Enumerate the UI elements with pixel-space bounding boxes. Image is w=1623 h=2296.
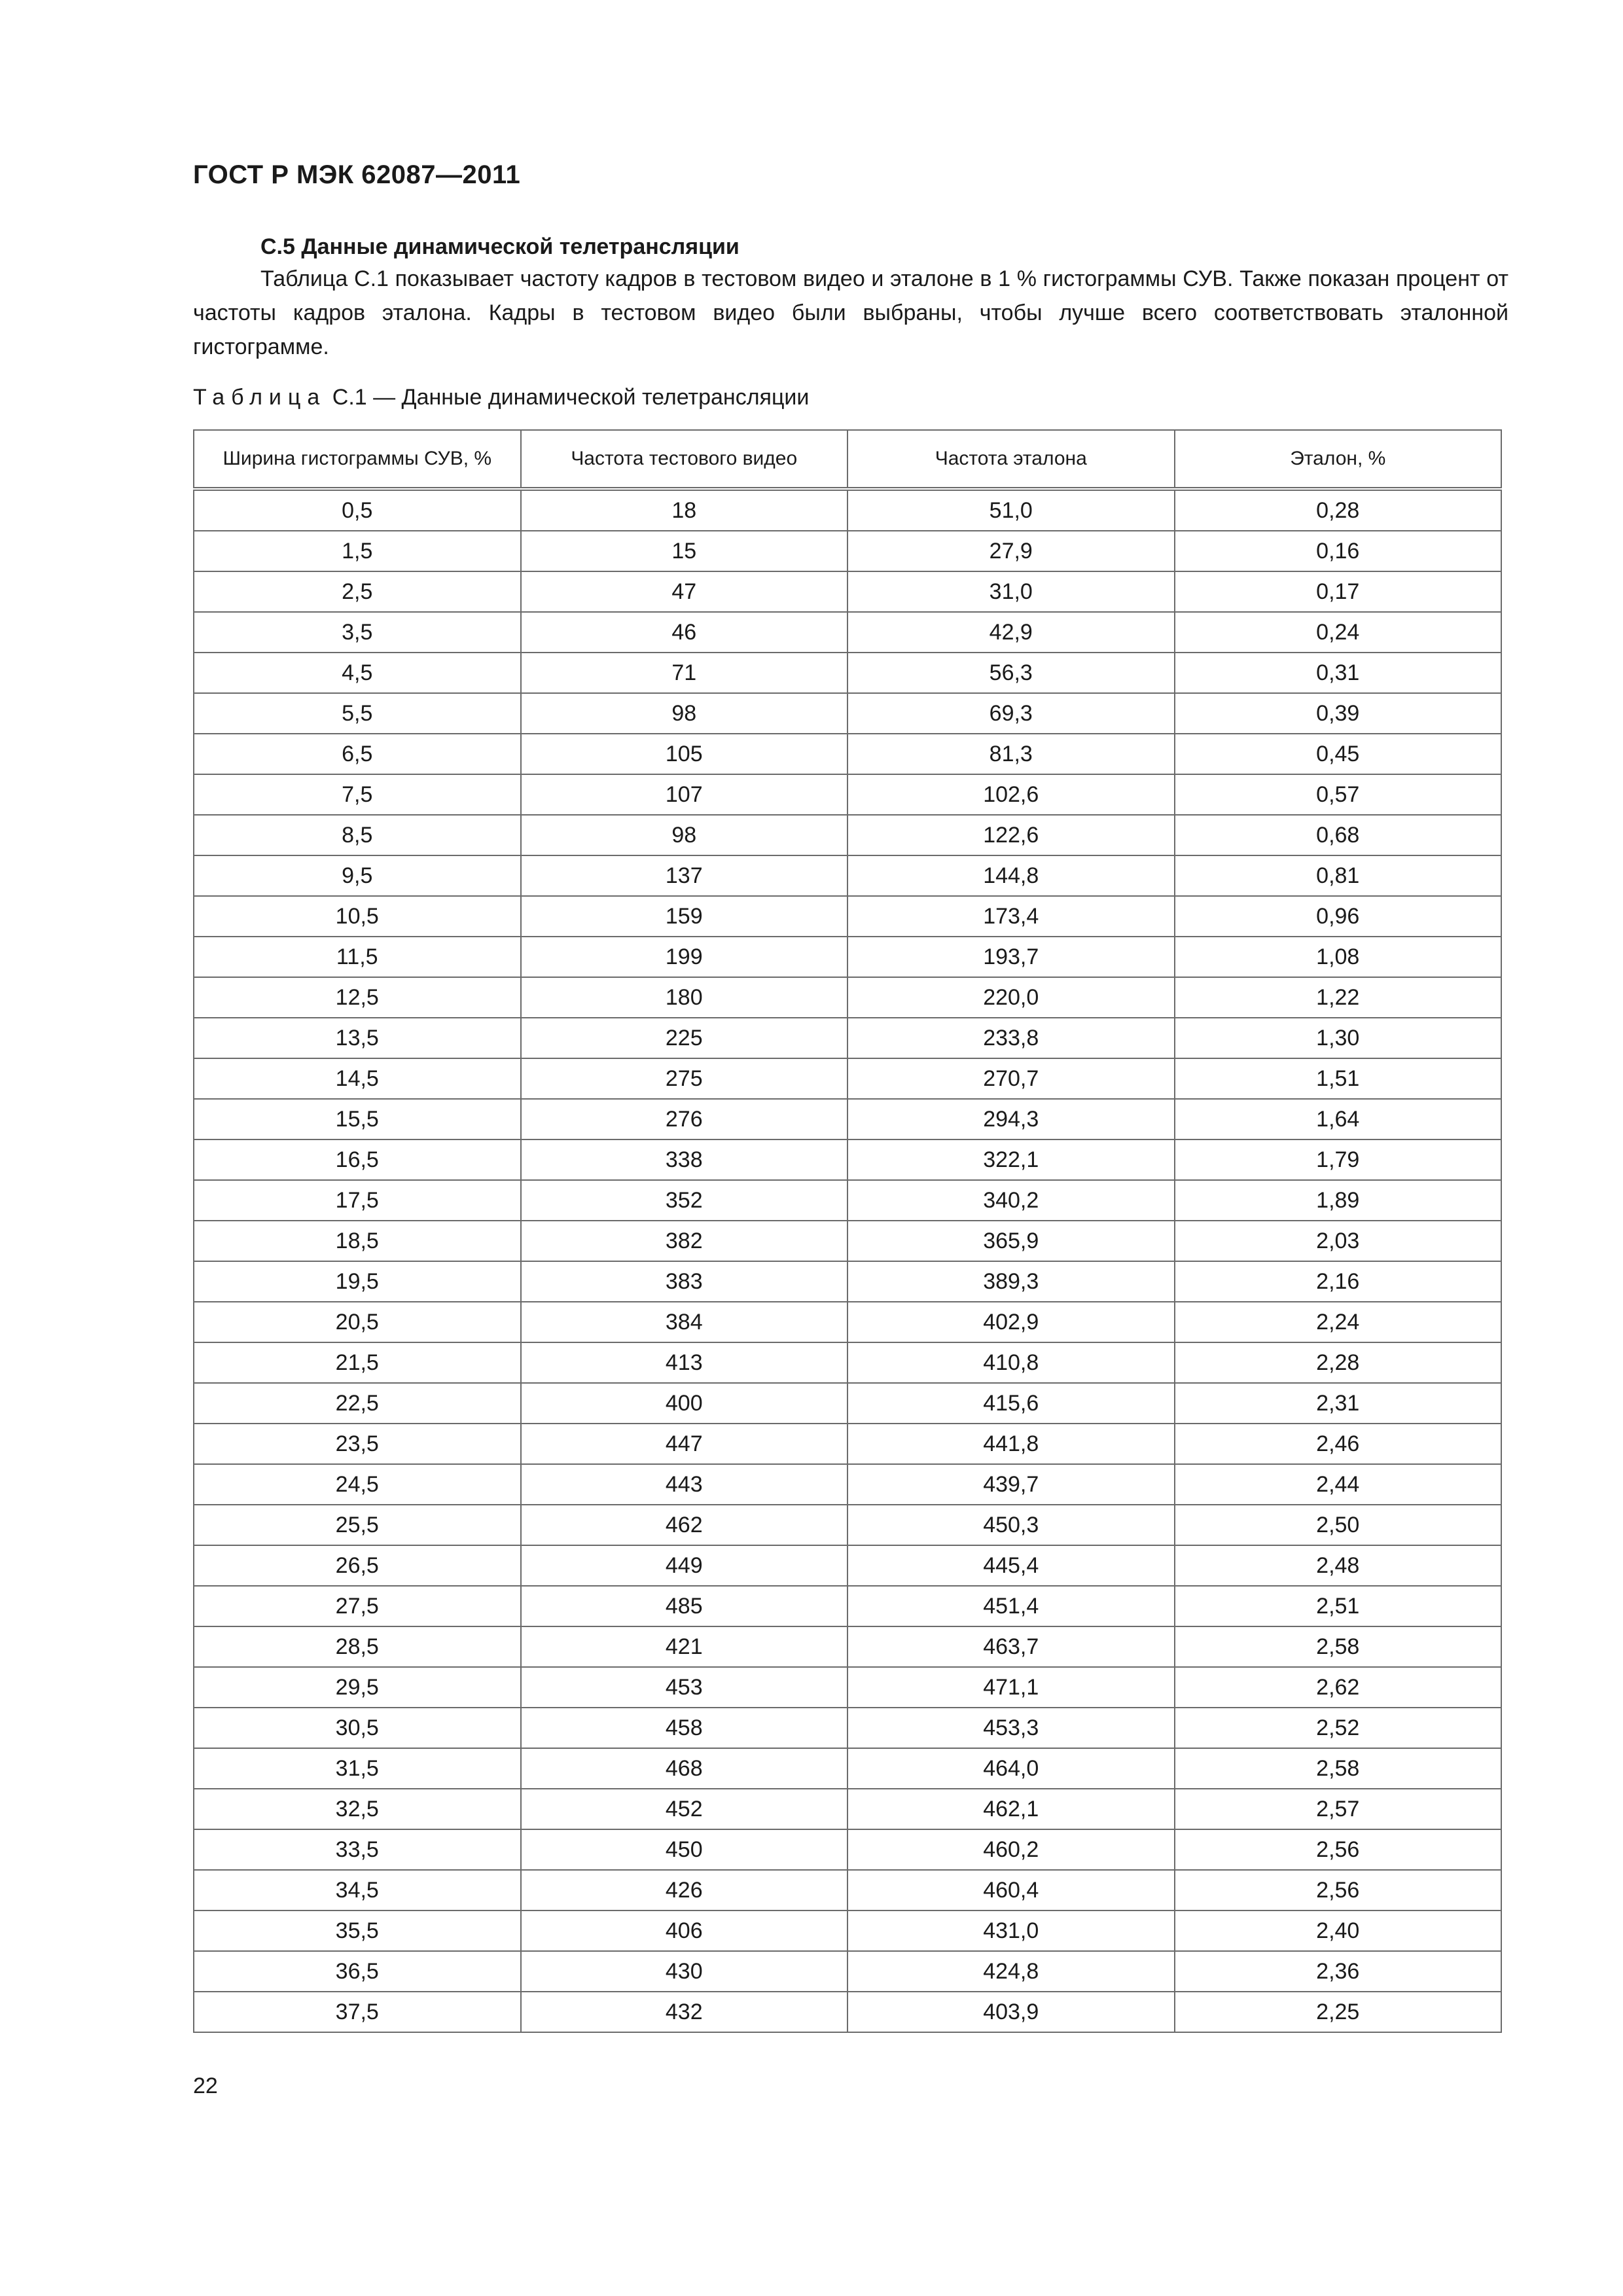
- cell-histogram-width: 4,5: [194, 653, 521, 693]
- cell-histogram-width: 9,5: [194, 855, 521, 896]
- cell-test-video-frequency: 430: [521, 1951, 848, 1992]
- cell-histogram-width: 1,5: [194, 531, 521, 571]
- cell-test-video-frequency: 352: [521, 1180, 848, 1221]
- cell-reference-frequency: 144,8: [847, 855, 1175, 896]
- table-row: [194, 571, 1501, 612]
- cell-test-video-frequency: 383: [521, 1261, 848, 1302]
- table-row: [194, 1018, 1501, 1058]
- table-row: [194, 693, 1501, 734]
- table-row: [194, 896, 1501, 937]
- cell-test-video-frequency: 199: [521, 937, 848, 977]
- cell-histogram-width: 16,5: [194, 1139, 521, 1180]
- cell-reference-percent: 0,45: [1175, 734, 1502, 774]
- cell-test-video-frequency: 225: [521, 1018, 848, 1058]
- table-row: [194, 653, 1501, 693]
- cell-reference-percent: 2,03: [1175, 1221, 1502, 1261]
- table-row: [194, 1829, 1501, 1870]
- table-row: [194, 531, 1501, 571]
- cell-test-video-frequency: 15: [521, 531, 848, 571]
- table-row: [194, 1505, 1501, 1545]
- cell-reference-frequency: 389,3: [847, 1261, 1175, 1302]
- cell-reference-percent: 2,62: [1175, 1667, 1502, 1708]
- cell-histogram-width: 18,5: [194, 1221, 521, 1261]
- cell-reference-percent: 2,58: [1175, 1748, 1502, 1789]
- cell-reference-percent: 0,16: [1175, 531, 1502, 571]
- cell-test-video-frequency: 443: [521, 1464, 848, 1505]
- cell-reference-percent: 0,57: [1175, 774, 1502, 815]
- cell-histogram-width: 11,5: [194, 937, 521, 977]
- cell-reference-frequency: 450,3: [847, 1505, 1175, 1545]
- cell-test-video-frequency: 426: [521, 1870, 848, 1910]
- cell-histogram-width: 14,5: [194, 1058, 521, 1099]
- cell-reference-percent: 1,64: [1175, 1099, 1502, 1139]
- table-row: [194, 1748, 1501, 1789]
- table-row: [194, 774, 1501, 815]
- cell-test-video-frequency: 468: [521, 1748, 848, 1789]
- table-row: [194, 1667, 1501, 1708]
- cell-test-video-frequency: 338: [521, 1139, 848, 1180]
- cell-reference-frequency: 365,9: [847, 1221, 1175, 1261]
- table-row: [194, 815, 1501, 855]
- cell-histogram-width: 22,5: [194, 1383, 521, 1424]
- column-header-reference-frequency: Частота эталона: [847, 430, 1175, 489]
- cell-histogram-width: 24,5: [194, 1464, 521, 1505]
- cell-reference-percent: 2,46: [1175, 1424, 1502, 1464]
- cell-reference-frequency: 431,0: [847, 1910, 1175, 1951]
- cell-test-video-frequency: 450: [521, 1829, 848, 1870]
- cell-reference-percent: 1,79: [1175, 1139, 1502, 1180]
- cell-reference-frequency: 220,0: [847, 977, 1175, 1018]
- cell-test-video-frequency: 485: [521, 1586, 848, 1626]
- cell-reference-frequency: 69,3: [847, 693, 1175, 734]
- cell-reference-frequency: 81,3: [847, 734, 1175, 774]
- cell-reference-percent: 0,28: [1175, 489, 1502, 531]
- cell-reference-percent: 2,24: [1175, 1302, 1502, 1342]
- table-row: [194, 1910, 1501, 1951]
- cell-reference-percent: 2,31: [1175, 1383, 1502, 1424]
- cell-reference-frequency: 42,9: [847, 612, 1175, 653]
- cell-test-video-frequency: 449: [521, 1545, 848, 1586]
- table-row: [194, 1545, 1501, 1586]
- cell-reference-frequency: 439,7: [847, 1464, 1175, 1505]
- cell-histogram-width: 35,5: [194, 1910, 521, 1951]
- table-row: [194, 855, 1501, 896]
- cell-histogram-width: 21,5: [194, 1342, 521, 1383]
- cell-test-video-frequency: 46: [521, 612, 848, 653]
- cell-reference-frequency: 460,4: [847, 1870, 1175, 1910]
- cell-reference-frequency: 441,8: [847, 1424, 1175, 1464]
- page-number: 22: [193, 2073, 218, 2098]
- cell-test-video-frequency: 432: [521, 1992, 848, 2032]
- cell-reference-frequency: 410,8: [847, 1342, 1175, 1383]
- cell-histogram-width: 23,5: [194, 1424, 521, 1464]
- table-row: [194, 1424, 1501, 1464]
- cell-reference-percent: 0,24: [1175, 612, 1502, 653]
- cell-test-video-frequency: 400: [521, 1383, 848, 1424]
- cell-reference-percent: 2,16: [1175, 1261, 1502, 1302]
- table-row: [194, 1626, 1501, 1667]
- cell-reference-percent: 2,25: [1175, 1992, 1502, 2032]
- cell-reference-percent: 2,52: [1175, 1708, 1502, 1748]
- cell-reference-percent: 2,44: [1175, 1464, 1502, 1505]
- body-paragraph: Таблица С.1 показывает частоту кадров в тестовом видео и эталоне в 1 % гистограммы СУВ. Также показан процент от частоты кадров эталона. Кадры в тестовом видео были выбраны, чтобы лучше всего соответствовать эталонной гистограмме.: [193, 266, 1508, 359]
- cell-test-video-frequency: 71: [521, 653, 848, 693]
- cell-test-video-frequency: 105: [521, 734, 848, 774]
- cell-test-video-frequency: 413: [521, 1342, 848, 1383]
- cell-reference-frequency: 424,8: [847, 1951, 1175, 1992]
- cell-reference-percent: 2,57: [1175, 1789, 1502, 1829]
- cell-reference-percent: 1,22: [1175, 977, 1502, 1018]
- cell-histogram-width: 13,5: [194, 1018, 521, 1058]
- cell-histogram-width: 27,5: [194, 1586, 521, 1626]
- cell-reference-percent: 0,68: [1175, 815, 1502, 855]
- cell-histogram-width: 36,5: [194, 1951, 521, 1992]
- cell-histogram-width: 28,5: [194, 1626, 521, 1667]
- cell-reference-frequency: 56,3: [847, 653, 1175, 693]
- cell-histogram-width: 17,5: [194, 1180, 521, 1221]
- cell-test-video-frequency: 452: [521, 1789, 848, 1829]
- cell-test-video-frequency: 275: [521, 1058, 848, 1099]
- cell-reference-frequency: 270,7: [847, 1058, 1175, 1099]
- cell-reference-frequency: 340,2: [847, 1180, 1175, 1221]
- cell-histogram-width: 6,5: [194, 734, 521, 774]
- cell-reference-frequency: 451,4: [847, 1586, 1175, 1626]
- cell-histogram-width: 31,5: [194, 1748, 521, 1789]
- cell-test-video-frequency: 406: [521, 1910, 848, 1951]
- cell-reference-frequency: 464,0: [847, 1748, 1175, 1789]
- cell-reference-percent: 2,28: [1175, 1342, 1502, 1383]
- cell-test-video-frequency: 47: [521, 571, 848, 612]
- table-caption: [193, 385, 809, 410]
- cell-test-video-frequency: 384: [521, 1302, 848, 1342]
- cell-histogram-width: 5,5: [194, 693, 521, 734]
- cell-histogram-width: 34,5: [194, 1870, 521, 1910]
- cell-histogram-width: 10,5: [194, 896, 521, 937]
- table-row: [194, 1099, 1501, 1139]
- section-heading: С.5 Данные динамической телетрансляции: [260, 234, 740, 259]
- cell-reference-frequency: 27,9: [847, 531, 1175, 571]
- column-header-histogram-width: Ширина гистограммы СУВ, %: [194, 430, 521, 489]
- column-header-reference-percent: Эталон, %: [1175, 430, 1502, 489]
- cell-histogram-width: 33,5: [194, 1829, 521, 1870]
- cell-histogram-width: 8,5: [194, 815, 521, 855]
- table-row: [194, 1302, 1501, 1342]
- cell-reference-frequency: 415,6: [847, 1383, 1175, 1424]
- cell-test-video-frequency: 276: [521, 1099, 848, 1139]
- table-row: [194, 1221, 1501, 1261]
- cell-reference-percent: 1,51: [1175, 1058, 1502, 1099]
- cell-reference-frequency: 402,9: [847, 1302, 1175, 1342]
- table-row: [194, 1789, 1501, 1829]
- table-body: [194, 489, 1501, 2032]
- cell-histogram-width: 20,5: [194, 1302, 521, 1342]
- cell-reference-frequency: 294,3: [847, 1099, 1175, 1139]
- cell-reference-frequency: 102,6: [847, 774, 1175, 815]
- cell-reference-frequency: 460,2: [847, 1829, 1175, 1870]
- cell-reference-frequency: 462,1: [847, 1789, 1175, 1829]
- table-row: [194, 734, 1501, 774]
- table-row: [194, 1951, 1501, 1992]
- cell-histogram-width: 12,5: [194, 977, 521, 1018]
- cell-histogram-width: 37,5: [194, 1992, 521, 2032]
- table-caption-title: С.1 — Данные динамической телетрансляции: [326, 385, 810, 410]
- cell-histogram-width: 29,5: [194, 1667, 521, 1708]
- cell-test-video-frequency: 98: [521, 693, 848, 734]
- cell-test-video-frequency: 98: [521, 815, 848, 855]
- cell-reference-frequency: 173,4: [847, 896, 1175, 937]
- cell-reference-frequency: 445,4: [847, 1545, 1175, 1586]
- table-row: [194, 1464, 1501, 1505]
- cell-test-video-frequency: 107: [521, 774, 848, 815]
- column-header-test-video-frequency: Частота тестового видео: [521, 430, 848, 489]
- dynamic-broadcast-data-table: [193, 429, 1502, 2033]
- cell-reference-frequency: 233,8: [847, 1018, 1175, 1058]
- cell-reference-percent: 1,30: [1175, 1018, 1502, 1058]
- cell-histogram-width: 0,5: [194, 489, 521, 531]
- cell-test-video-frequency: 137: [521, 855, 848, 896]
- cell-reference-percent: 2,56: [1175, 1829, 1502, 1870]
- cell-histogram-width: 26,5: [194, 1545, 521, 1586]
- cell-reference-percent: 2,40: [1175, 1910, 1502, 1951]
- cell-reference-frequency: 122,6: [847, 815, 1175, 855]
- table-row: [194, 612, 1501, 653]
- cell-test-video-frequency: 453: [521, 1667, 848, 1708]
- cell-reference-frequency: 471,1: [847, 1667, 1175, 1708]
- table-caption-label: Таблица: [193, 385, 327, 410]
- cell-reference-percent: 1,89: [1175, 1180, 1502, 1221]
- cell-reference-percent: 2,56: [1175, 1870, 1502, 1910]
- cell-reference-percent: 0,17: [1175, 571, 1502, 612]
- table-row: [194, 489, 1501, 531]
- cell-test-video-frequency: 458: [521, 1708, 848, 1748]
- cell-reference-percent: 0,96: [1175, 896, 1502, 937]
- table-header-row: [194, 430, 1501, 489]
- cell-reference-percent: 2,48: [1175, 1545, 1502, 1586]
- table-row: [194, 1992, 1501, 2032]
- table-row: [194, 1261, 1501, 1302]
- cell-reference-percent: 2,51: [1175, 1586, 1502, 1626]
- table-row: [194, 937, 1501, 977]
- cell-reference-percent: 0,31: [1175, 653, 1502, 693]
- cell-reference-percent: 1,08: [1175, 937, 1502, 977]
- cell-histogram-width: 32,5: [194, 1789, 521, 1829]
- document-header: ГОСТ Р МЭК 62087—2011: [193, 160, 521, 189]
- cell-histogram-width: 15,5: [194, 1099, 521, 1139]
- cell-reference-frequency: 322,1: [847, 1139, 1175, 1180]
- cell-test-video-frequency: 159: [521, 896, 848, 937]
- cell-test-video-frequency: 18: [521, 489, 848, 531]
- cell-reference-percent: 2,36: [1175, 1951, 1502, 1992]
- table-row: [194, 1058, 1501, 1099]
- cell-reference-frequency: 403,9: [847, 1992, 1175, 2032]
- cell-histogram-width: 25,5: [194, 1505, 521, 1545]
- cell-histogram-width: 3,5: [194, 612, 521, 653]
- cell-reference-frequency: 51,0: [847, 489, 1175, 531]
- cell-reference-frequency: 31,0: [847, 571, 1175, 612]
- cell-reference-frequency: 453,3: [847, 1708, 1175, 1748]
- cell-test-video-frequency: 421: [521, 1626, 848, 1667]
- table-row: [194, 977, 1501, 1018]
- cell-reference-percent: 0,39: [1175, 693, 1502, 734]
- table-row: [194, 1708, 1501, 1748]
- cell-histogram-width: 19,5: [194, 1261, 521, 1302]
- cell-reference-percent: 2,58: [1175, 1626, 1502, 1667]
- table-row: [194, 1383, 1501, 1424]
- cell-reference-frequency: 193,7: [847, 937, 1175, 977]
- cell-histogram-width: 7,5: [194, 774, 521, 815]
- cell-test-video-frequency: 382: [521, 1221, 848, 1261]
- table-row: [194, 1180, 1501, 1221]
- cell-test-video-frequency: 447: [521, 1424, 848, 1464]
- cell-test-video-frequency: 180: [521, 977, 848, 1018]
- cell-histogram-width: 30,5: [194, 1708, 521, 1748]
- cell-reference-percent: 2,50: [1175, 1505, 1502, 1545]
- table-row: [194, 1586, 1501, 1626]
- table-row: [194, 1870, 1501, 1910]
- table-row: [194, 1342, 1501, 1383]
- cell-reference-frequency: 463,7: [847, 1626, 1175, 1667]
- cell-histogram-width: 2,5: [194, 571, 521, 612]
- table-row: [194, 1139, 1501, 1180]
- cell-reference-percent: 0,81: [1175, 855, 1502, 896]
- cell-test-video-frequency: 462: [521, 1505, 848, 1545]
